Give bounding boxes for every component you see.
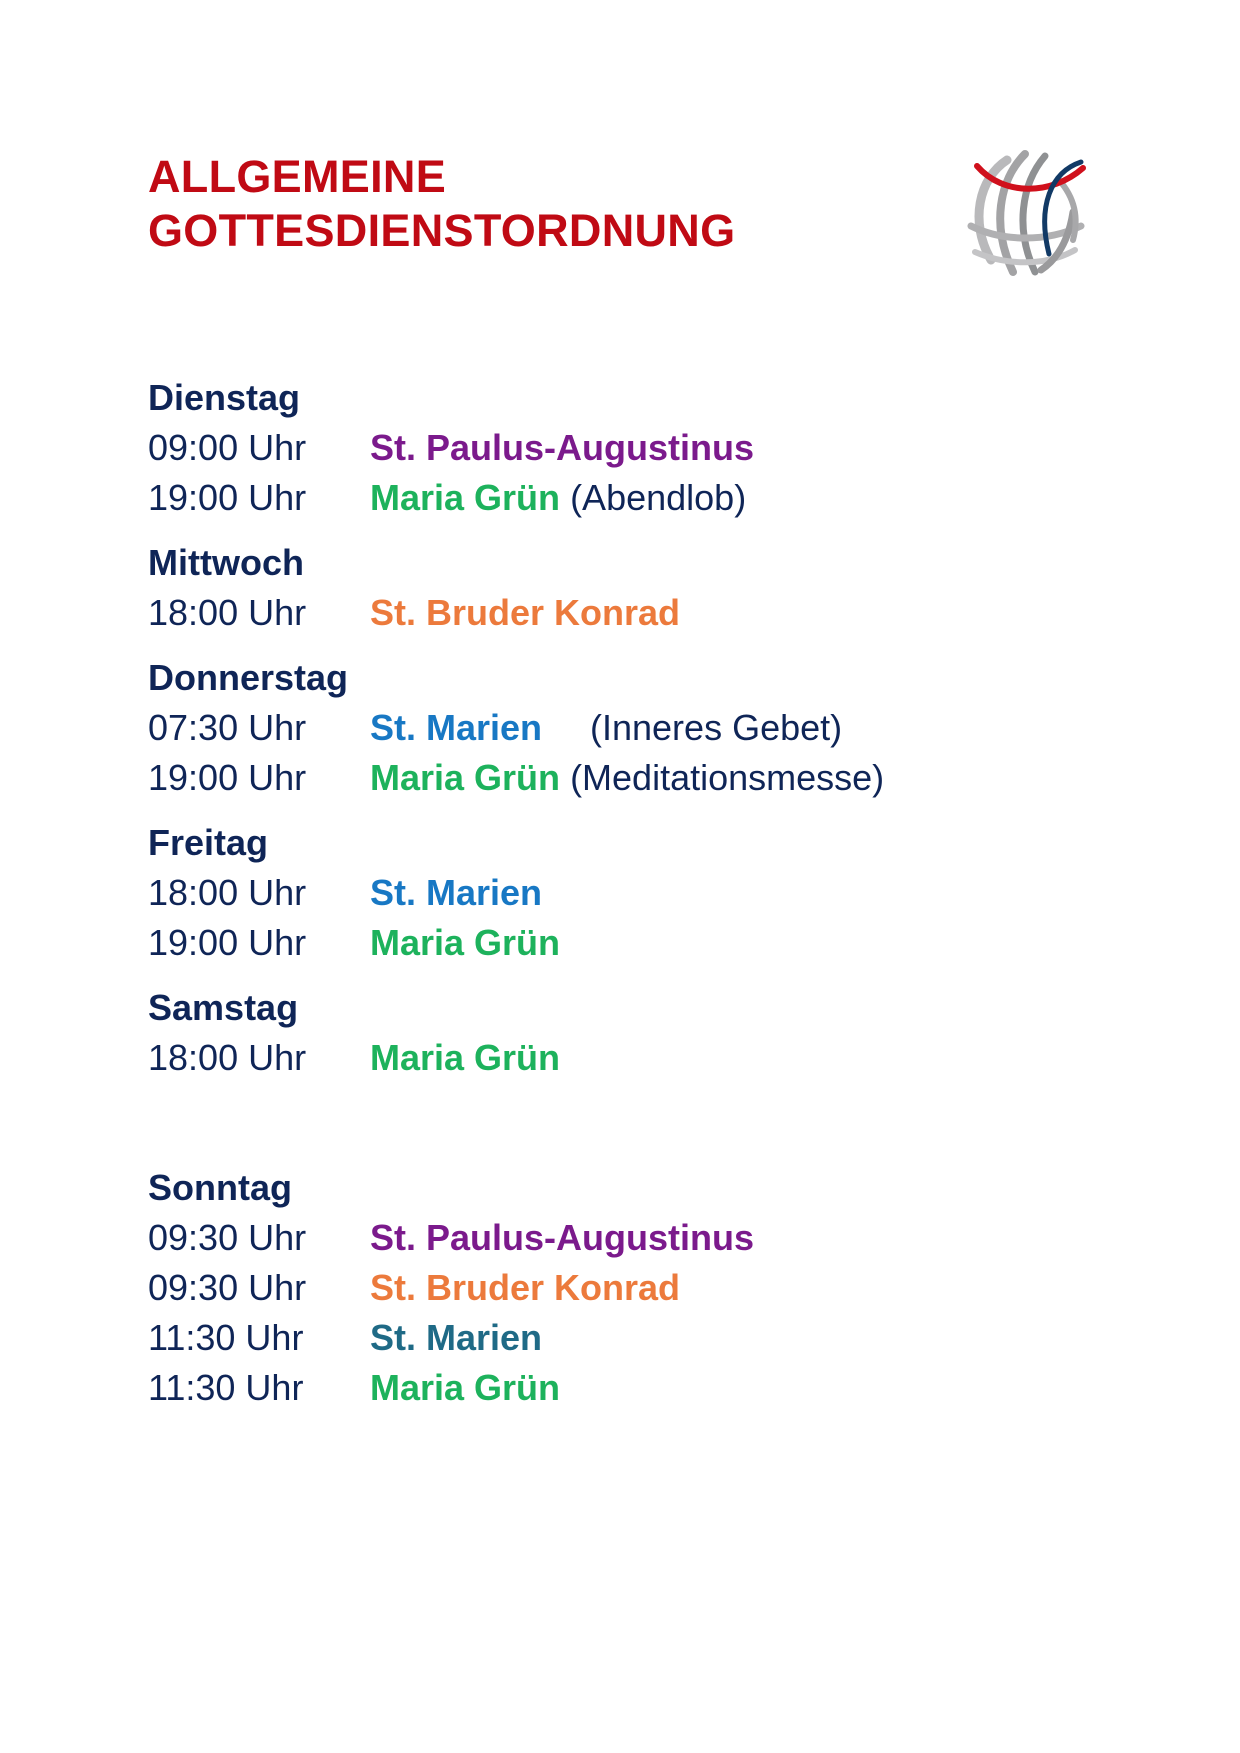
service-note: (Meditationsmesse) (570, 757, 885, 798)
service-time: 19:00 Uhr (148, 477, 307, 518)
service-place: St. Marien (370, 1317, 543, 1358)
service-time: 09:00 Uhr (148, 427, 307, 468)
service-entry (148, 918, 1148, 968)
service-entry (148, 1363, 1148, 1413)
service-time: 18:00 Uhr (148, 872, 307, 913)
title-line-2: GOTTESDIENSTORDNUNG (148, 205, 736, 256)
service-note: (Inneres Gebet) (590, 707, 843, 748)
day-name: Samstag (148, 987, 299, 1028)
service-place: Maria Grün (370, 477, 561, 518)
globe-logo-icon (955, 142, 1095, 282)
service-entry (148, 703, 1148, 753)
day-name: Mittwoch (148, 542, 304, 583)
day-block-mittwoch (148, 538, 1148, 638)
service-time: 11:30 Uhr (148, 1367, 304, 1408)
service-place: Maria Grün (370, 757, 561, 798)
service-place: Maria Grün (370, 922, 561, 963)
day-block-donnerstag (148, 653, 1148, 803)
service-entry (148, 868, 1148, 918)
service-entry (148, 1213, 1148, 1263)
service-entry (148, 1263, 1148, 1313)
day-block-sonntag (148, 1163, 1148, 1413)
service-note: (Abendlob) (570, 477, 747, 518)
service-time: 09:30 Uhr (148, 1267, 307, 1308)
day-block-samstag (148, 983, 1148, 1083)
day-name: Donnerstag (148, 657, 349, 698)
service-entry (148, 753, 1148, 803)
service-time: 07:30 Uhr (148, 707, 307, 748)
service-entry (148, 588, 1148, 638)
service-time: 19:00 Uhr (148, 757, 307, 798)
title-line-1: ALLGEMEINE (148, 151, 447, 202)
service-place: Maria Grün (370, 1037, 561, 1078)
service-place: St. Bruder Konrad (370, 592, 681, 633)
day-name: Sonntag (148, 1167, 292, 1208)
service-time: 11:30 Uhr (148, 1317, 304, 1358)
service-entry (148, 473, 1148, 523)
service-place: St. Bruder Konrad (370, 1267, 681, 1308)
service-time: 18:00 Uhr (148, 592, 307, 633)
day-name: Freitag (148, 822, 269, 863)
service-place: St. Paulus-Augustinus (370, 427, 755, 468)
service-place: St. Marien (370, 872, 543, 913)
service-time: 18:00 Uhr (148, 1037, 307, 1078)
service-time: 19:00 Uhr (148, 922, 307, 963)
service-entry (148, 1313, 1148, 1363)
service-entry (148, 1033, 1148, 1083)
service-time: 09:30 Uhr (148, 1217, 307, 1258)
page-title (148, 150, 735, 258)
day-name: Dienstag (148, 377, 301, 418)
service-place: St. Marien (370, 707, 543, 748)
day-block-freitag (148, 818, 1148, 968)
service-entry (148, 423, 1148, 473)
day-block-dienstag (148, 373, 1148, 523)
service-place: Maria Grün (370, 1367, 561, 1408)
schedule-list (148, 373, 1148, 1413)
service-place: St. Paulus-Augustinus (370, 1217, 755, 1258)
